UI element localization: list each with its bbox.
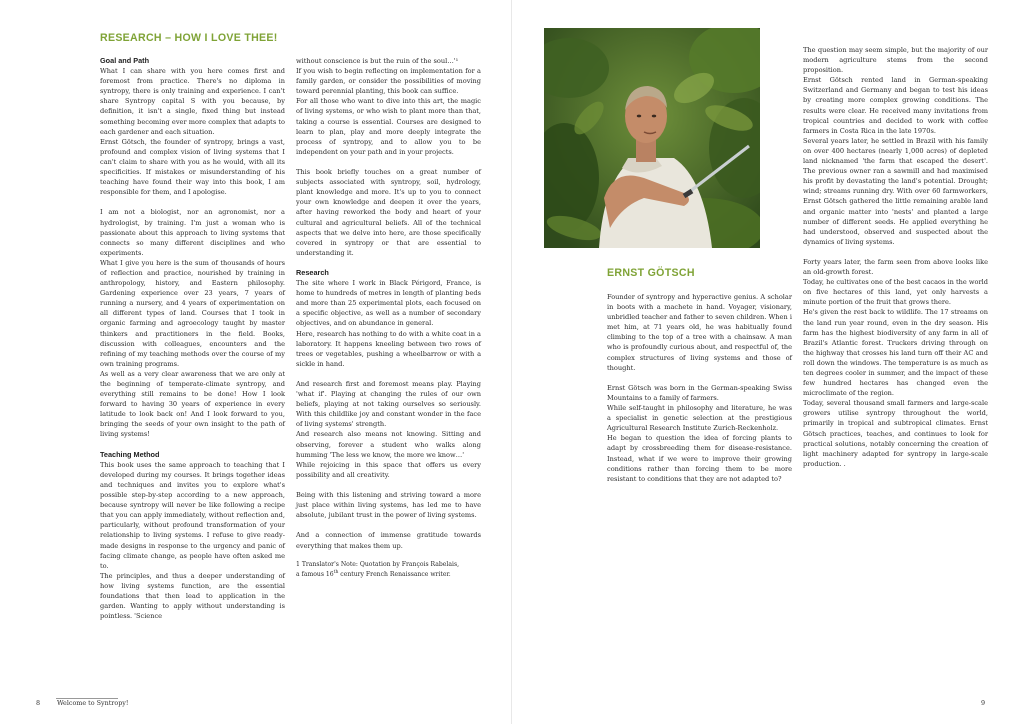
paragraph: Today, several thousand small farmers and large-scale growers utilise syntropy throughout the world, primarily in tropical and subtropical climates. Ernst Götsch practices, teaches, and continues to look for practical solutions, notably concerning the creation of light machinery adapted for syntropy in large-scale production. . — [803, 399, 988, 468]
portrait-photo — [544, 28, 760, 248]
paragraph: Here, research has nothing to do with a white coat in a laboratory. It happens kneeling between two rows of trees or vegetables, pushing a wheelbarrow or with a sickle in hand. — [296, 329, 481, 368]
subheading-goal-and-path: Goal and Path — [100, 56, 150, 65]
paragraph: What I give you here is the sum of thousands of hours of reflection and practice, nourished by training in anthropology, history, and Eastern philosophy. Gardening experience over 23 years, 7 years of running a nursery, and 4 years of experimentation on all different types of land. Courses that I took in organic farming and agroecology taught by master thinkers and practitioners in the field. Books, discussion with colleagues, encounters and the refining of my teaching methods over the course of my own training programs. — [100, 258, 285, 368]
col2-paragraphs-a — [296, 56, 481, 157]
paragraph: What I can share with you here comes first and foremost from practice. There's no diploma in syntropy, there is only training and experience. I can't share Syntropy capital S with you because, by definition, it isn't a single, fixed thing but instead something becoming ever more complex that adapts to each gardener and each situation. — [100, 67, 285, 136]
today-paragraphs — [803, 257, 988, 469]
teaching-paragraphs — [100, 460, 285, 622]
paragraph: Ernst Götsch rented land in German-speaking Switzerland and Germany and began to test his ideas by creating more complex growing conditions. The results were clear. He received many invitations from tropical countries and decided to work with coffee farmers in Costa Rica in the late 1970s. — [803, 76, 988, 135]
footnote — [296, 561, 481, 580]
right-page-column-2 — [803, 45, 988, 469]
intro-paragraphs — [607, 292, 792, 373]
play-paragraphs — [296, 379, 481, 480]
running-footer-title: Welcome to Syntropy! — [57, 699, 129, 707]
col2-paragraphs-b — [296, 167, 481, 258]
paragraph: And a connection of immense gratitude towards everything that makes them up. — [296, 531, 481, 550]
bio-paragraphs — [100, 207, 285, 439]
brazil-paragraphs — [803, 45, 988, 247]
section-heading-ernst-gotsch: ERNST GÖTSCH — [607, 267, 695, 279]
paragraph: without conscience is but the ruin of the soul…'¹ — [296, 57, 459, 65]
paragraph: Founder of syntropy and hyperactive genius. A scholar in boots with a machete in hand. Voyager, visionary, unbridled teacher and father to seven children. When i met him, at 71 years old, he was habitually found climbing to the top of a tree with a chainsaw. A man who is profoundly curious about, and respectful of, the complex structures of living systems and those of thought. — [607, 293, 792, 372]
footnote-text-b: century French Renaissance writer. — [338, 571, 451, 579]
paragraph: He began to question the idea of forcing plants to adapt by crossbreeding them for disease-resistance. Instead, what if we were to improve their growing conditions rather than forcing them to be more resistant to conditions that they are not adapted to? — [607, 434, 792, 483]
footnote-text-a: a famous 16 — [296, 571, 334, 579]
goal-paragraphs — [100, 66, 285, 197]
paragraph: This book briefly touches on a great number of subjects associated with syntropy, soil, hydrology, plant knowledge and more. It's up to you to connect your own knowledge and deepen it over the years, after having reworked the body and heart of your cultural and agricultural beliefs. All of the technical aspects that we delve into here, are those specifically covered in syntropy or that are essential to understanding it. — [296, 168, 481, 257]
page-number-left: 8 — [36, 699, 41, 707]
subheading-research: Research — [296, 267, 329, 277]
left-page-column-1 — [100, 56, 285, 621]
paragraph: While rejoicing in this space that offers us every possibility and all creativity. — [296, 460, 481, 479]
paragraph: The question may seem simple, but the majority of our modern agriculture stems from the second proposition. — [803, 46, 988, 75]
history-paragraphs — [607, 383, 792, 484]
paragraph: And research first and foremost means play. Playing 'what if'. Playing at changing the rules of our own beliefs, playing at not taking ourselves so seriously. With this childlike joy and constant wonder in the face of living systems' strength. — [296, 380, 481, 429]
paragraph: Ernst Götsch, the founder of syntropy, brings a vast, profound and complex vision of living systems that I can't claim to share with you as he would, with all its specificities. If mistakes or misunderstanding of his teaching have found their way into this book, I am responsible for them, and I apologise. — [100, 137, 285, 197]
page-number-right: 9 — [981, 699, 986, 707]
footnote-line-1: 1 Translator's Note: Quotation by François Rabelais, — [296, 560, 460, 568]
paragraph: If you wish to begin reflecting on implementation for a family garden, or consider the possibilities of moving toward perennial planting, this book can suffice. — [296, 67, 481, 96]
left-page-column-2 — [296, 56, 481, 580]
paragraph: Being with this listening and striving toward a more just place within living systems, has led me to have absolute, jubilant trust in the power of living systems. — [296, 491, 481, 520]
listening-paragraphs — [296, 490, 481, 520]
photo-illustration — [544, 28, 760, 248]
paragraph: The principles, and thus a deeper understanding of how living systems function, are the essential foundations that then lead to application in the garden. Wanting to apply without understanding is pointless. 'Science — [100, 571, 285, 621]
subheading-teaching-method: Teaching Method — [100, 449, 160, 459]
paragraph: This book uses the same approach to teaching that I developed during my courses. It brings together ideas and techniques and invites you to explore what's possible step-by-step according to a new approach, because syntropy will never be like following a recipe that you can apply immediately, without reflection and, particularly, without profound transformation of your relationship to living systems. I refuse to give ready-made designs in response to the urgency and panic of facing climate change, as people have often asked me to. — [100, 460, 285, 570]
gratitude-paragraphs — [296, 530, 481, 550]
section-heading-research: RESEARCH – HOW I LOVE THEE! — [100, 32, 278, 44]
footnote-superscript: th — [333, 570, 339, 576]
research-paragraphs — [296, 278, 481, 369]
paragraph: Several years later, he settled in Brazil with his family on over 400 hectares (nearly 1,000 acres) of depleted land nicknamed 'the farm that escaped the desert'. The previous owner ran a sawmill and had maximised his profit by devastating the land's potential. Drought; wind; streams running dry. With over 60 farmworkers, Ernst Götsch gathered the little remaining arable land and organic matter into 'nests' and planted a large number of different seeds. He applied everything he had understood, observed and suspected about the dynamics of living systems. — [803, 136, 988, 246]
paragraph: As well as a very clear awareness that we are only at the beginning of temperate-climate syntropy, and everything still remains to be done! How I look forward to having 30 years of experience in every latitude to look back on! And I look forward to you, bringing the seeds of your own insight to the path of living systems! — [100, 369, 285, 439]
paragraph: While self-taught in philosophy and literature, he was a specialist in genetic selection at the prestigious Agricultural Research Institute Zurich-Reckenholz. — [607, 404, 792, 433]
paragraph: And research also means not knowing. Sitting and observing, forever a student who walks along humming 'The less we know, the more we know…' — [296, 430, 481, 459]
right-page-column-1 — [607, 292, 792, 484]
paragraph: He's given the rest back to wildlife. The 17 streams on the land run year round, even in the dry season. His farm has the highest biodiversity of any farm in all of Brazil's Atlantic forest. Truckers driving through on the highway that crosses his land turn off their AC and roll down the windows. The temperature is as much as ten degrees cooler in summer, and the impact of these few hundred hectares has changed even the microclimate of the region. — [803, 308, 988, 398]
paragraph: Ernst Götsch was born in the German-speaking Swiss Mountains to a family of farmers. — [607, 383, 792, 402]
paragraph: Forty years later, the farm seen from above looks like an old-growth forest. — [803, 257, 988, 277]
footnote-line-2 — [296, 569, 481, 580]
right-page — [512, 0, 1024, 724]
paragraph: For all those who want to dive into this art, the magic of living systems, or who wish to plant more than that, taking a course is essential. Courses are designed to learn to plan, play and more deeply integrate the process of syntropy, and to allow you to be independent on your path and in your projects. — [296, 97, 481, 156]
paragraph: Today, he cultivates one of the best cacaos in the world on five hectares of this land, yet only harvests a minute portion of the fruit that grows there. — [803, 278, 988, 307]
paragraph: The site where I work in Black Périgord, France, is home to hundreds of metres in length of planting beds and more than 25 experimental plots, each focused on a specific objective, as well as a number of secondary objectives, and on abundance in general. — [296, 279, 481, 328]
paragraph: I am not a biologist, nor an agronomist, nor a hydrologist, by training. I'm just a woman who is passionate about this approach to living systems that connects so many different disciplines and who experiments. — [100, 208, 285, 257]
